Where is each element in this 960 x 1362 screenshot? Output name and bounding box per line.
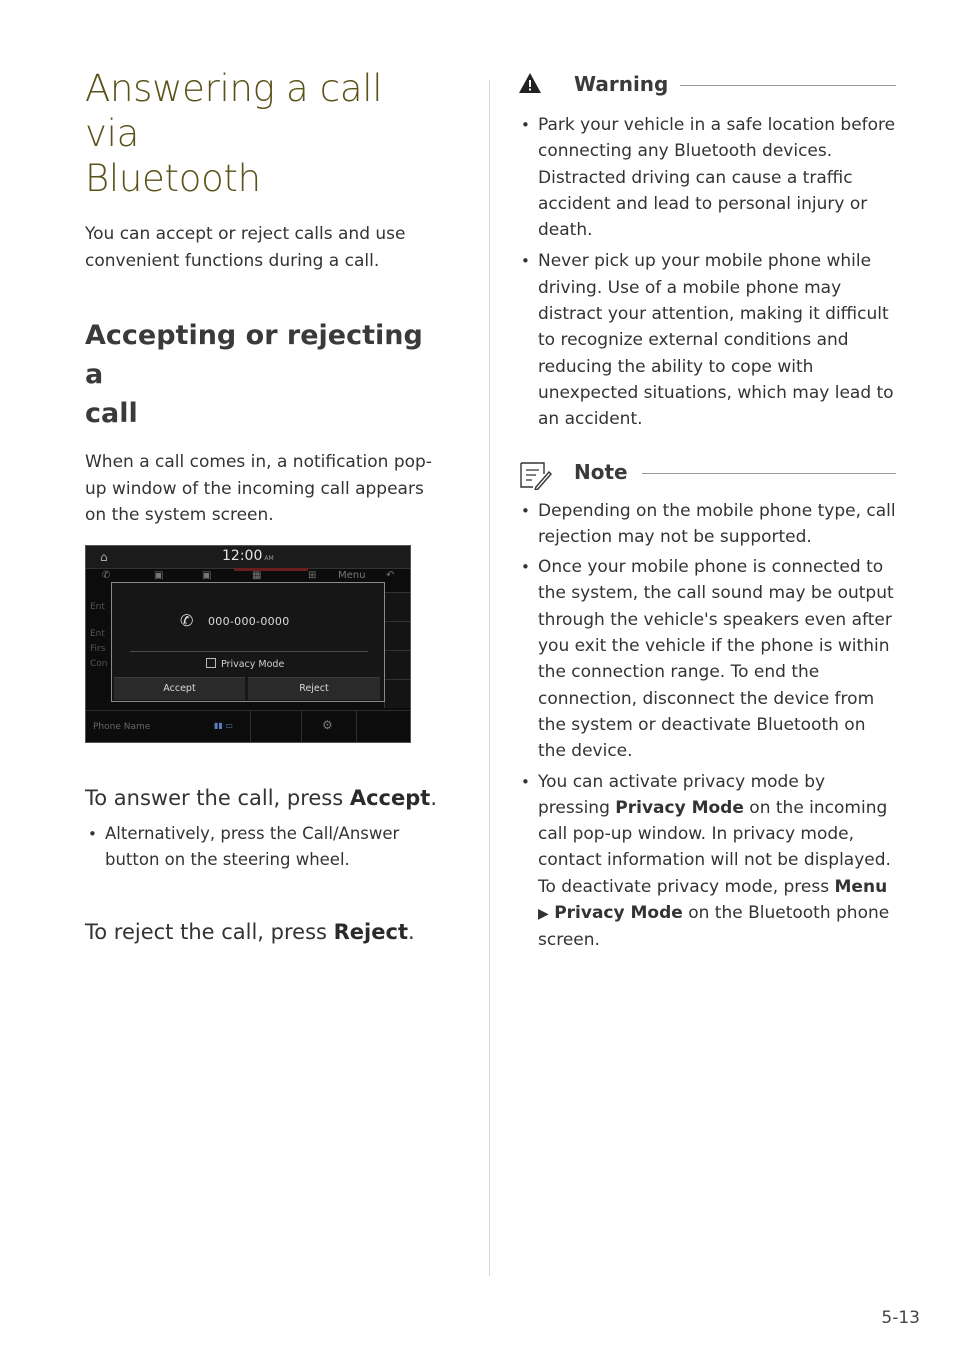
grid-cell — [384, 621, 410, 650]
left-column — [85, 66, 447, 947]
incoming-call-icon: ✆ — [180, 610, 194, 630]
privacy-mode-term: Privacy Mode — [615, 797, 744, 818]
note-list — [518, 498, 898, 954]
phone-name: Phone Name — [93, 721, 151, 732]
section-heading-line-2: call — [85, 398, 138, 429]
section-heading — [85, 316, 447, 433]
popup-divider — [130, 651, 368, 652]
screen-menu-label: Menu — [338, 569, 366, 581]
incoming-call-popup — [111, 582, 385, 702]
list-item: • Once your mobile phone is connected to the system, the call sound may be output through the vehicle's speakers even after you exit the vehicle if the phone is within the connection range. To end the connection, disconnect the device from the system or deactivate Bluetooth on the device. — [518, 554, 898, 764]
section-text: When a call comes in, a notification pop-up window of the incoming call appears on the system screen. — [85, 452, 432, 525]
column-divider — [489, 80, 490, 1276]
list-item: • Depending on the mobile phone type, call rejection may not be supported. — [518, 498, 898, 551]
list-item: • Park your vehicle in a safe location before connecting any Bluetooth devices. Distracted driving can cause a traffic accident and lead to personal injury or death. — [518, 112, 898, 243]
background-grid — [384, 592, 410, 708]
page-number: 5-13 — [881, 1308, 920, 1328]
section-heading-line-1: Accepting or rejecting a — [85, 320, 423, 390]
grid-cell — [384, 592, 410, 621]
page-title — [85, 66, 447, 201]
note-rule — [642, 473, 896, 474]
warning-callout — [518, 70, 898, 433]
bottom-divider — [250, 711, 251, 743]
right-column — [518, 70, 898, 958]
gear-icon: ⚙ — [322, 717, 333, 732]
contacts-icon: ▣ — [154, 569, 164, 581]
reject-instruction: To reject the call, press Reject. — [85, 920, 415, 945]
phone-settings-icon: ⊞ — [308, 569, 317, 581]
call-log-icon: ✆ — [102, 569, 111, 581]
reject-button[interactable]: Reject — [248, 677, 380, 700]
answer-bullets — [85, 821, 447, 874]
checkbox-icon — [206, 658, 216, 668]
answer-instruction: To answer the call, press Accept. — [85, 785, 438, 810]
accept-term: Accept — [349, 785, 431, 810]
signal-battery-icon: ▮▮ ▭ — [214, 720, 233, 730]
back-icon: ↶ — [386, 569, 395, 581]
title-line-1: Answering a call via — [85, 67, 383, 155]
screen-clock: 12:00 AM — [222, 547, 274, 564]
bottom-divider — [356, 711, 357, 743]
warning-icon — [518, 72, 542, 98]
caller-number: 000-000-0000 — [208, 614, 290, 628]
screen-bottom-bar — [86, 710, 410, 743]
bottom-divider — [301, 711, 302, 743]
privacy-mode-label: Privacy Mode — [221, 658, 285, 670]
menu-term: Menu — [834, 876, 888, 897]
warning-list — [518, 112, 898, 433]
accept-button[interactable]: Accept — [114, 677, 245, 700]
background-list-item: Con — [90, 658, 108, 669]
privacy-mode-term: Privacy Mode — [554, 903, 683, 924]
warning-label: Warning — [574, 72, 669, 96]
warning-header — [518, 70, 898, 104]
intro-text: You can accept or reject calls and use convenient functions during a call. — [85, 224, 406, 271]
home-icon: ⌂ — [100, 549, 108, 564]
background-list-item: Ent — [90, 601, 105, 612]
background-list-item: Ent — [90, 628, 105, 639]
note-callout — [518, 458, 898, 954]
grid-cell — [384, 650, 410, 679]
title-line-2: Bluetooth — [85, 157, 261, 200]
screen-ampm: AM — [264, 554, 274, 562]
incoming-call-screenshot — [85, 545, 411, 743]
warning-rule — [680, 85, 896, 86]
screen-status-bar — [86, 546, 410, 569]
list-item: • Never pick up your mobile phone while driving. Use of a mobile phone may distract your attention, making it difficult to recognize external conditions and reducing the ability to cope with unexpected situations, which may lead to an accident. — [518, 248, 898, 432]
note-icon — [518, 460, 552, 494]
keypad-icon: ▦ — [252, 569, 262, 581]
arrow-icon: ▶ — [538, 906, 549, 923]
list-item: • You can activate privacy mode by pressing Privacy Mode on the incoming call pop-up window. In privacy mode, contact information will not be displayed. To deactivate privacy mode, press Menu ▶ Privacy Mode on the Bluetooth phone screen. — [518, 769, 898, 954]
favorites-icon: ▣ — [202, 569, 212, 581]
grid-cell — [384, 679, 410, 708]
note-label: Note — [574, 459, 628, 484]
list-item: • Alternatively, press the Call/Answer button on the steering wheel. — [85, 821, 447, 874]
background-list — [90, 600, 108, 672]
privacy-mode-checkbox[interactable] — [206, 658, 284, 670]
note-header — [518, 458, 898, 492]
reject-term: Reject — [333, 920, 408, 945]
background-list-item: Firs — [90, 643, 106, 654]
